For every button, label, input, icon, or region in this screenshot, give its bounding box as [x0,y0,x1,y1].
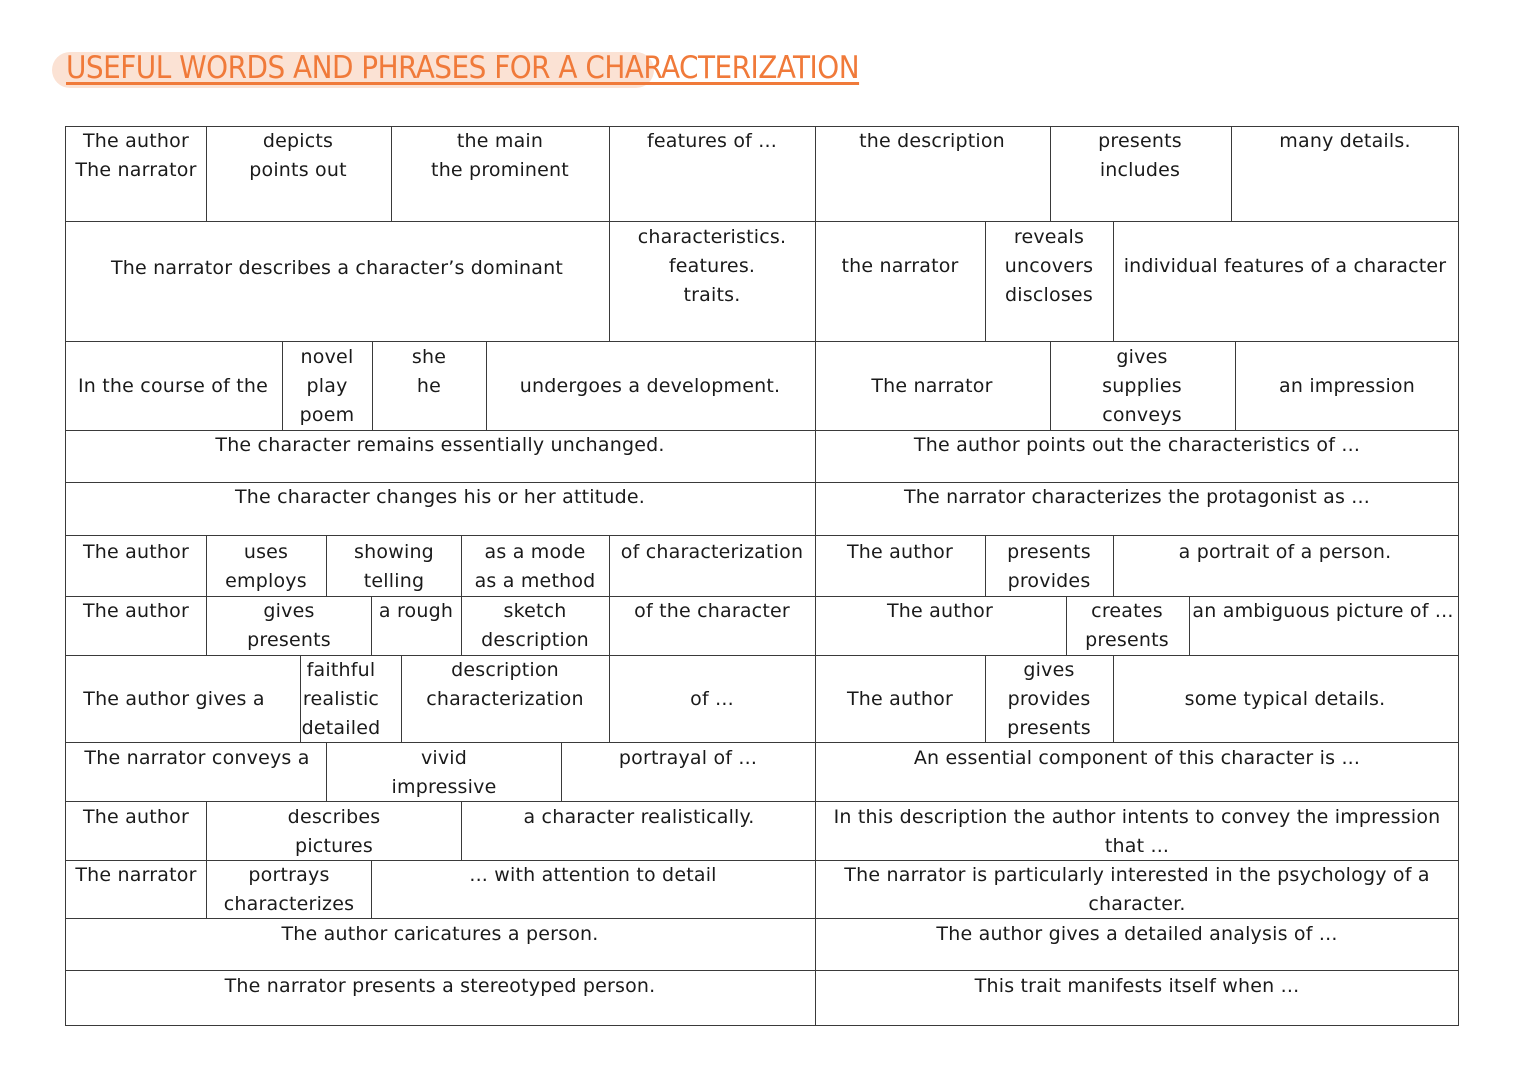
table-border-bottom [65,1025,1459,1026]
table-cell: characteristics. features. traits. [637,226,787,306]
table-cell: The author [847,688,953,710]
table-cell: The author gives a [83,688,265,710]
col-line [371,596,372,656]
table-cell: sketch description [481,600,589,651]
table-cell: some typical details. [1184,688,1386,710]
table-cell: of ... [690,688,734,710]
col-line [1113,655,1114,743]
table-cell: novel play poem [299,346,355,426]
table-cell: The narrator is particularly interested in the psychology of a character. [844,864,1430,915]
table-cell: an impression [1279,375,1415,397]
table-cell: a portrait of a person. [1178,541,1392,563]
table-center-divider [815,126,816,1026]
table-cell: undergoes a development. [519,375,781,397]
col-line [461,535,462,656]
table-cell: The author [83,806,189,828]
col-line [1113,535,1114,596]
col-line [985,221,986,342]
table-cell: gives provides presents [1007,659,1091,739]
col-line [1235,341,1236,431]
col-line [486,341,487,431]
table-cell: features of ... [646,130,778,152]
table-cell: an ambiguous picture of ... [1192,600,1454,622]
table-cell: a character realistically. [523,806,755,828]
table-cell: An essential component of this character is ... [913,747,1361,769]
table-cell: The author [83,541,189,563]
col-line [1189,596,1190,656]
table-cell: of characterization [620,541,804,563]
col-line [1113,221,1114,342]
col-line [1050,126,1051,222]
table-cell: a rough [378,600,454,622]
table-cell: gives presents [247,600,331,651]
page-title: USEFUL WORDS AND PHRASES FOR A CHARACTERIZATION [66,50,860,86]
table-cell: faithful realistic detailed [301,659,381,739]
col-line [1066,596,1067,656]
table-cell: description characterization [426,659,584,710]
table-cell: The character changes his or her attitude. [234,486,646,508]
row-line [65,535,1459,536]
table-cell: many details. [1279,130,1411,152]
table-cell: the description [859,130,1005,152]
table-cell: describes pictures [287,806,381,857]
col-line [609,535,610,743]
col-line [206,535,207,656]
table-cell: the narrator [841,255,959,277]
table-cell: The author points out the characteristics of ... [913,434,1361,456]
col-line [461,801,462,861]
table-cell: The author caricatures a person. [281,923,599,945]
table-cell: The narrator characterizes the protagonist as ... [903,486,1371,508]
table-cell: The author [887,600,993,622]
table-cell: In the course of the [78,375,268,397]
table-cell: depicts points out [249,130,347,181]
table-cell: The author [847,541,953,563]
row-line [65,341,1459,342]
row-line [65,221,1459,222]
col-line [561,742,562,802]
row-line [65,801,1459,802]
col-line [985,535,986,596]
table-cell: presents includes [1098,130,1182,181]
table-border-right [1458,126,1459,1026]
table-cell: she he [411,346,447,397]
col-line [326,535,327,596]
table-cell: The narrator presents a stereotyped person. [224,975,656,997]
table-cell: the main the prominent [431,130,569,181]
row-line [65,655,1459,656]
table-cell: individual features of a character [1123,255,1447,277]
table-cell: gives supplies conveys [1102,346,1182,426]
table-cell: creates presents [1085,600,1169,651]
table-cell: The author gives a detailed analysis of ... [936,923,1338,945]
col-line [985,655,986,743]
table-cell: The character remains essentially unchanged. [215,434,665,456]
table-cell: showing telling [354,541,434,592]
table-border-left [65,126,66,1026]
col-line [206,801,207,919]
row-line [65,970,1459,971]
table-cell: vivid impressive [391,747,497,798]
col-line [282,341,283,431]
col-line [1050,341,1051,431]
table-cell: reveals uncovers discloses [1004,226,1094,306]
table-cell: as a mode as a method [474,541,596,592]
table-cell: This trait manifests itself when ... [974,975,1300,997]
col-line [1231,126,1232,222]
table-cell: The author [83,600,189,622]
col-line [391,126,392,222]
table-cell: presents provides [1007,541,1091,592]
table-cell: The narrator [75,864,197,886]
table-cell: The narrator [871,375,993,397]
table-cell: In this description the author intents to convey the impression that ... [833,806,1441,857]
col-line [326,742,327,802]
col-line [371,860,372,919]
table-cell: portrayal of ... [618,747,758,769]
col-line [401,655,402,743]
col-line [206,126,207,222]
table-cell: uses employs [225,541,307,592]
row-line [65,742,1459,743]
table-cell: ... with attention to detail [469,864,717,886]
table-cell: The narrator describes a character’s dominant [110,257,564,279]
table-cell: The narrator conveys a [84,747,310,769]
table-cell: The author The narrator [75,130,197,181]
table-cell: portrays characterizes [223,864,355,915]
table-cell: of the character [634,600,790,622]
col-line [372,341,373,431]
col-line [609,126,610,342]
